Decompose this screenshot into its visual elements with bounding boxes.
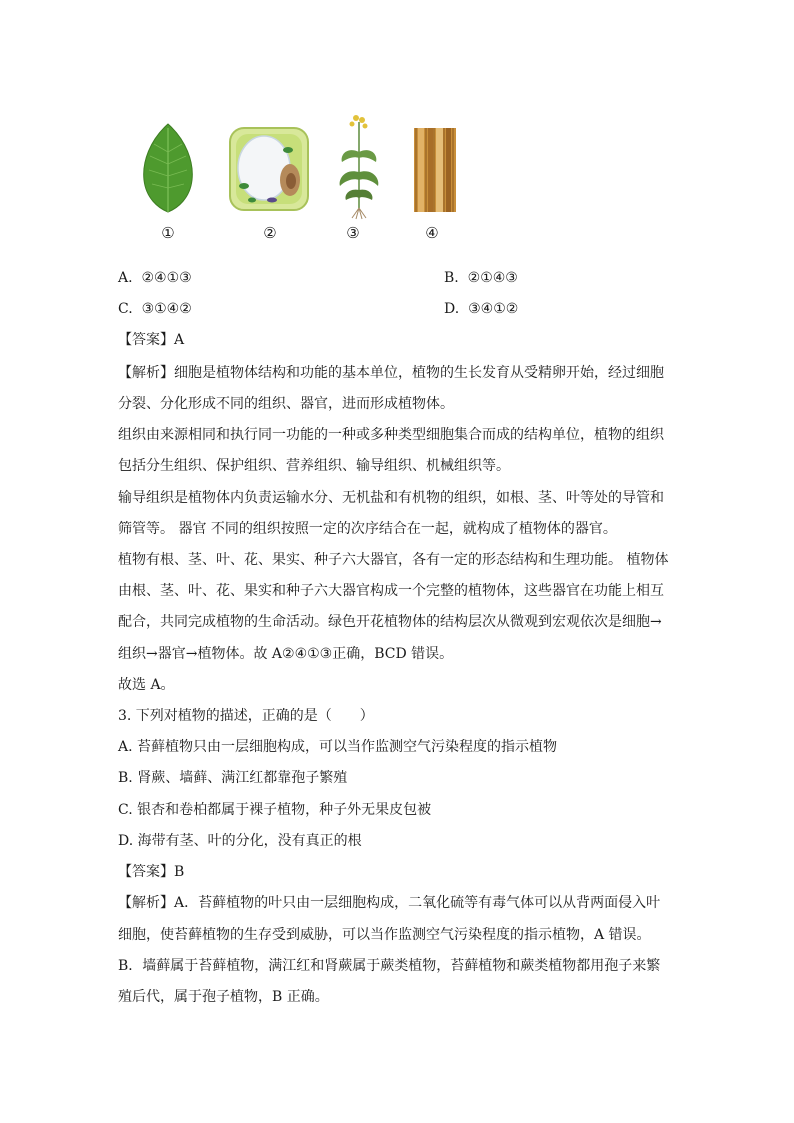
- q2-analysis-line: 分裂、分化形成不同的组织、器官，进而形成植物体。: [118, 396, 454, 412]
- q2-option-d: [444, 299, 518, 319]
- q2-analysis-line: 故选 A。: [118, 677, 175, 693]
- q3-analysis-line: B．墙藓属于苔藓植物，满江红和肾蕨属于蕨类植物，苔藓植物和蕨类植物都用孢子来繁: [118, 958, 661, 974]
- figure-label-2: ②: [263, 224, 277, 242]
- option-key: B.: [444, 270, 459, 286]
- option-text: ②④①③: [141, 270, 192, 286]
- q3-analysis-line: 细胞，使苔藓植物的生存受到威胁，可以当作监测空气污染程度的指示植物，A 错误。: [118, 927, 651, 943]
- q2-analysis-line: 组织由来源相同和执行同一功能的一种或多种类型细胞集合而成的结构单位，植物的组织: [118, 427, 664, 443]
- conducting-tissue-icon: [414, 128, 456, 212]
- plant-cell-icon: [228, 126, 310, 212]
- q3-option-c: C. 银杏和卷柏都属于裸子植物，种子外无果皮包被: [118, 802, 432, 818]
- figure-label-1: ①: [161, 224, 175, 242]
- q3-answer: 【答案】B: [118, 864, 185, 880]
- figure-label-4: ④: [425, 224, 439, 242]
- q2-analysis-line: 包括分生组织、保护组织、营养组织、输导组织、机械组织等。: [118, 458, 510, 474]
- q2-analysis-line: 由根、茎、叶、花、果实和种子六大器官构成一个完整的植物体，这些器官在功能上相互: [118, 583, 664, 599]
- option-text: ③①④②: [141, 301, 192, 317]
- leaf-icon: [140, 122, 196, 214]
- q3-option-d: D. 海带有茎、叶的分化，没有真正的根: [118, 833, 362, 849]
- q2-analysis-line: 组织→器官→植物体。故 A②④①③正确，BCD 错误。: [118, 646, 454, 662]
- flowering-plant-icon: [334, 112, 384, 220]
- q2-answer: 【答案】A: [118, 332, 185, 348]
- q2-analysis-line: 【解析】细胞是植物体结构和功能的基本单位，植物的生长发育从受精卵开始，经过细胞: [118, 365, 664, 381]
- q2-analysis-line: 配合，共同完成植物的生命活动。绿色开花植物体的结构层次从微观到宏观依次是细胞→: [118, 614, 662, 630]
- q2-analysis-line: 筛管等。 器官 不同的组织按照一定的次序结合在一起，就构成了植物体的器官。: [118, 521, 617, 537]
- q3-stem: 3. 下列对植物的描述，正确的是（ ）: [118, 708, 374, 724]
- figure-label-3: ③: [346, 224, 360, 242]
- q2-analysis-line: 植物有根、茎、叶、花、果实、种子六大器官，各有一定的形态结构和生理功能。 植物体: [118, 552, 669, 568]
- option-key: C.: [118, 301, 133, 317]
- option-text: ③④①②: [468, 301, 519, 317]
- option-key: A.: [118, 270, 133, 286]
- option-text: ②①④③: [467, 270, 518, 286]
- q3-analysis-line: 【解析】A．苔藓植物的叶只由一层细胞构成，二氧化硫等有毒气体可以从背两面侵入叶: [118, 895, 661, 911]
- q2-option-c: [118, 299, 192, 319]
- q2-option-b: [444, 268, 518, 288]
- q3-analysis-line: 殖后代，属于孢子植物，B 正确。: [118, 989, 329, 1005]
- option-key: D.: [444, 301, 460, 317]
- q2-analysis-line: 输导组织是植物体内负责运输水分、无机盐和有机物的组织，如根、茎、叶等处的导管和: [118, 490, 664, 506]
- q3-option-a: A. 苔藓植物只由一层细胞构成，可以当作监测空气污染程度的指示植物: [118, 739, 558, 755]
- q3-option-b: B. 肾蕨、墙藓、满江红都靠孢子繁殖: [118, 770, 348, 786]
- q2-option-a: [118, 268, 192, 288]
